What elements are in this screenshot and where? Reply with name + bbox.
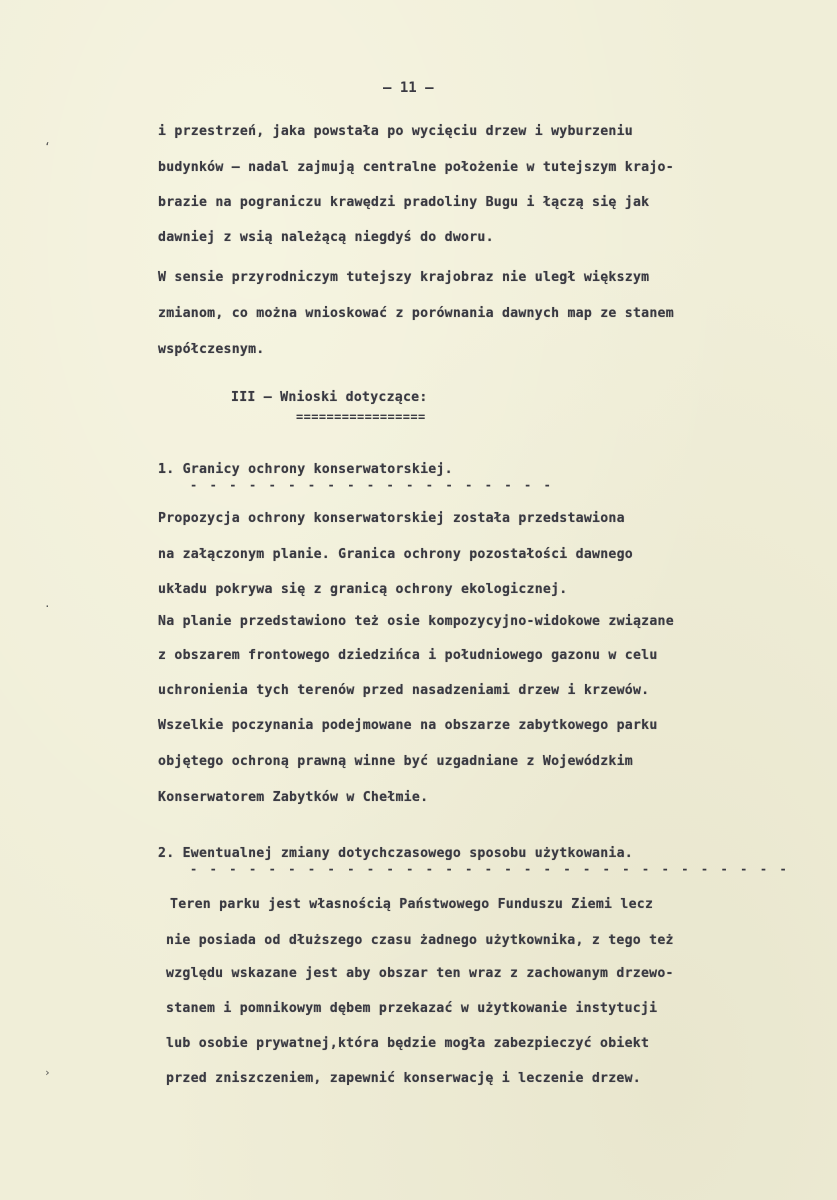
subsection-1-title: 1. Granicy ochrony konserwatorskiej. <box>158 462 453 477</box>
page-number: – 11 – <box>383 80 434 96</box>
text-line: Na planie przedstawiono też osie kompozycyjno-widokowe związane <box>158 614 674 629</box>
subsection-2-title: 2. Ewentualnej zmiany dotychczasowego sposobu użytkowania. <box>158 846 633 861</box>
text-line: budynków – nadal zajmują centralne położenie w tutejszym krajo- <box>158 160 674 175</box>
margin-mark: › <box>44 1066 51 1079</box>
text-line: brazie na pograniczu krawędzi pradoliny Bugu i łączą się jak <box>158 195 650 210</box>
text-line: W sensie przyrodniczym tutejszy krajobraz nie uległ większym <box>158 270 650 285</box>
text-line: i przestrzeń, jaka powstała po wycięciu drzew i wyburzeniu <box>158 124 633 139</box>
text-line: stanem i pomnikowym dębem przekazać w użytkowanie instytucji <box>166 1001 658 1016</box>
heading-underline: ================= <box>296 410 426 424</box>
text-line: Wszelkie poczynania podejmowane na obszarze zabytkowego parku <box>158 718 658 733</box>
subsection-2-underline: - - - - - - - - - - - - - - - - - - - - - - - - - - - - - - - <box>190 862 790 876</box>
text-line: Konserwatorem Zabytków w Chełmie. <box>158 790 429 805</box>
text-line: Teren parku jest własnością Państwowego Funduszu Ziemi lecz <box>170 897 654 912</box>
text-line: układu pokrywa się z granicą ochrony ekologicznej. <box>158 582 568 597</box>
section-heading: III – Wnioski dotyczące: <box>231 390 428 405</box>
text-line: współczesnym. <box>158 342 265 357</box>
text-line: Propozycja ochrony konserwatorskiej została przedstawiona <box>158 511 625 526</box>
text-line: uchronienia tych terenów przed nasadzeniami drzew i krzewów. <box>158 683 650 698</box>
text-line: na załączonym planie. Granica ochrony pozostałości dawnego <box>158 547 633 562</box>
text-line: z obszarem frontowego dziedzińca i południowego gazonu w celu <box>158 648 658 663</box>
subsection-1-underline: - - - - - - - - - - - - - - - - - - - <box>190 478 554 492</box>
text-line: lub osobie prywatnej,która będzie mogła zabezpieczyć obiekt <box>166 1036 650 1051</box>
text-line: dawniej z wsią należącą niegdyś do dworu. <box>158 230 494 245</box>
text-line: względu wskazane jest aby obszar ten wraz z zachowanym drzewo- <box>166 966 674 981</box>
text-line: nie posiada od dłuższego czasu żadnego użytkownika, z tego też <box>166 933 674 948</box>
text-line: zmianom, co można wnioskować z porównania dawnych map ze stanem <box>158 306 674 321</box>
text-line: przed zniszczeniem, zapewnić konserwację i leczenie drzew. <box>166 1071 641 1086</box>
margin-mark: · <box>44 600 51 613</box>
margin-mark: ‘ <box>44 140 51 153</box>
text-line: objętego ochroną prawną winne być uzgadniane z Wojewódzkim <box>158 754 633 769</box>
